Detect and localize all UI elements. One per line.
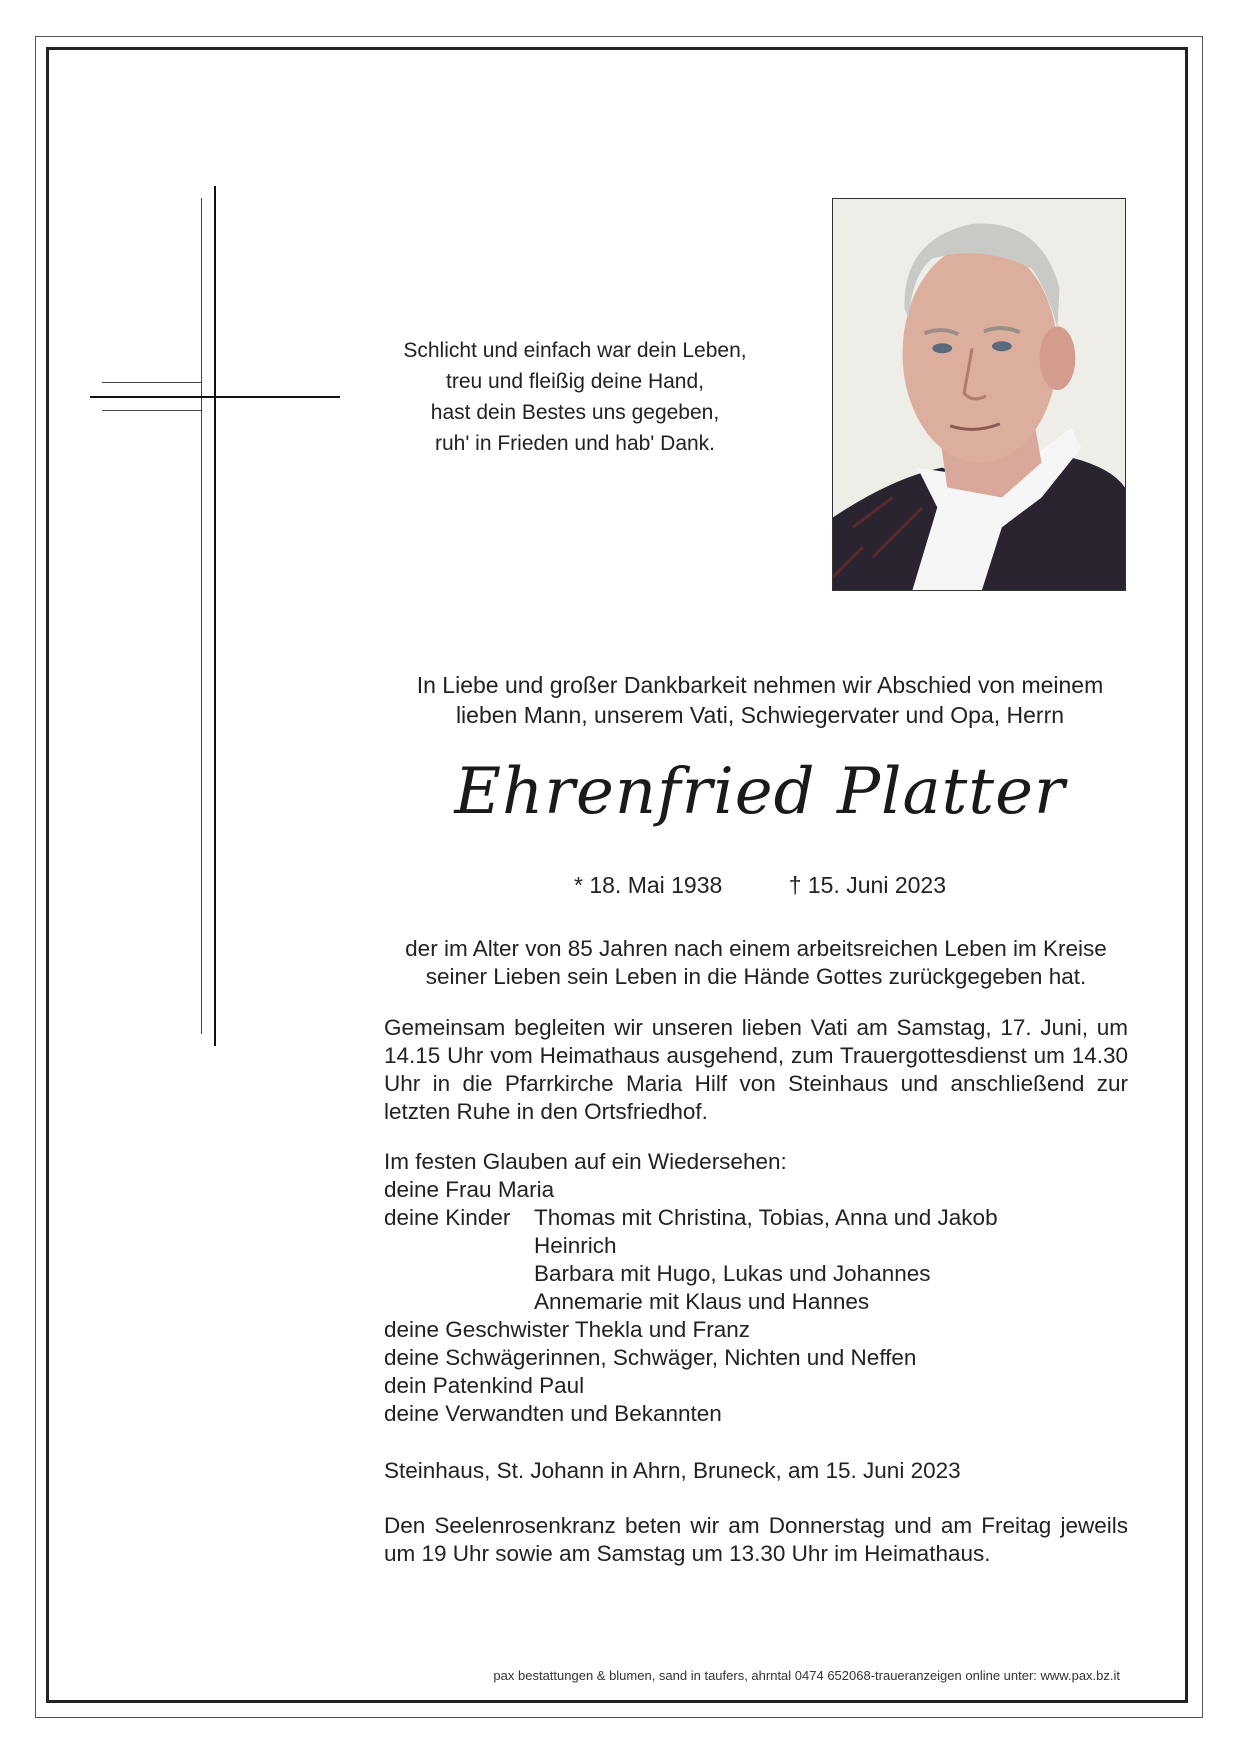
- mourners-list: [384, 1148, 1128, 1428]
- child-entry: Barbara mit Hugo, Lukas und Johannes: [534, 1261, 931, 1286]
- age-line: seiner Lieben sein Leben in die Hände Gottes zurückgegeben hat.: [425, 964, 1087, 989]
- footer-imprint: pax bestattungen & blumen, sand in taufers, ahrntal 0474 652068-traueranzeigen online unter: www.pax.bz.it: [493, 1668, 1120, 1683]
- verse-line: treu und fleißig deine Hand,: [446, 370, 704, 393]
- intro-line: In Liebe und großer Dankbarkeit nehmen wir Abschied von meinem: [416, 672, 1104, 698]
- intro-text: [370, 670, 1150, 730]
- age-paragraph: [384, 935, 1128, 991]
- mourner-wife: deine Frau Maria: [384, 1177, 555, 1202]
- child-entry: Annemarie mit Klaus und Hannes: [534, 1289, 870, 1314]
- children-row: [384, 1204, 1128, 1232]
- place-date: Steinhaus, St. Johann in Ahrn, Bruneck, am 15. Juni 2023: [384, 1458, 961, 1483]
- memorial-verse: [370, 335, 780, 459]
- verse-line: ruh' in Frieden und hab' Dank.: [434, 432, 716, 455]
- age-line: der im Alter von 85 Jahren nach einem arbeitsreichen Leben im Kreise: [405, 936, 1107, 961]
- intro-line: lieben Mann, unserem Vati, Schwiegervater und Opa, Herrn: [455, 702, 1065, 728]
- child-entry: Thomas mit Christina, Tobias, Anna und Jakob: [534, 1205, 998, 1230]
- rosary-paragraph: Den Seelenrosenkranz beten wir am Donnerstag und am Freitag jeweils um 19 Uhr sowie am Samstag um 13.30 Uhr im Heimathaus.: [384, 1513, 1128, 1566]
- verse-line: Schlicht und einfach war dein Leben,: [403, 339, 747, 362]
- funeral-paragraph: Gemeinsam begleiten wir unseren lieben Vati am Samstag, 17. Juni, um 14.15 Uhr vom Heimathaus ausgehend, zum Trauergottesdienst um 14.30 Uhr in die Pfarrkirche Maria Hilf von Steinhaus und anschließend zur letzten Ruhe in den Ortsfriedhof.: [384, 1015, 1128, 1124]
- mourner-other: deine Geschwister Thekla und Franz: [384, 1317, 751, 1342]
- birth-date: * 18. Mai 1938: [573, 872, 723, 898]
- verse-line: hast dein Bestes uns gegeben,: [430, 401, 720, 424]
- child-entry: Heinrich: [534, 1233, 617, 1258]
- mourners-heading: Im festen Glauben auf ein Wiedersehen:: [384, 1149, 787, 1174]
- children-label: deine Kinder: [384, 1205, 511, 1230]
- deceased-name: Ehrenfried Platter: [454, 755, 1066, 829]
- mourner-other: deine Verwandten und Bekannten: [384, 1401, 722, 1426]
- mourner-other: deine Schwägerinnen, Schwäger, Nichten und Neffen: [384, 1345, 917, 1370]
- death-date: † 15. Juni 2023: [788, 872, 946, 898]
- life-dates: [370, 870, 1150, 900]
- portrait-photo: [832, 198, 1126, 591]
- mourner-other: dein Patenkind Paul: [384, 1373, 585, 1398]
